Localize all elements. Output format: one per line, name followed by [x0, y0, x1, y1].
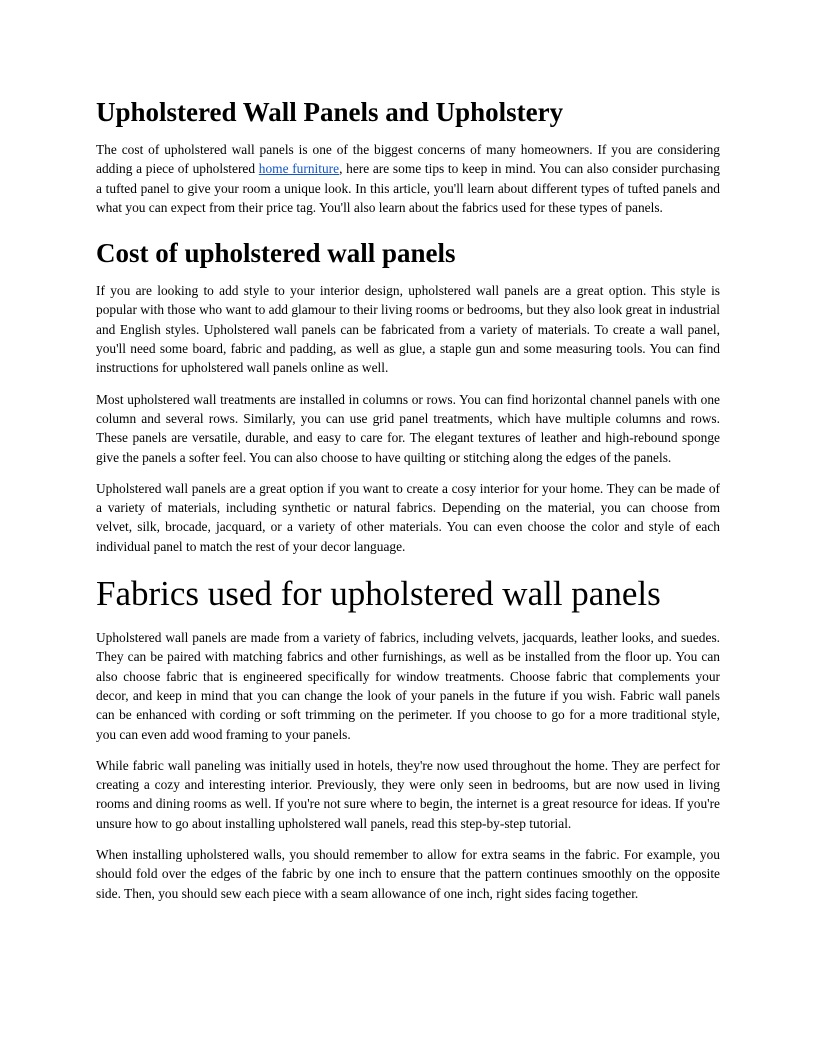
cost-paragraph-1: If you are looking to add style to your interior design, upholstered wall panels are a great option. This style is popular with those who want to add glamour to their living rooms or bedrooms, but they also look great in industrial and English styles. Upholstered wall panels can be fabricated from a variety of materials. To create a wall panel, you'll need some board, fabric and padding, as well as glue, a staple gun and some measuring tools. You can find instructions for upholstered wall panels online as well. — [96, 283, 720, 376]
cost-paragraph-3: Upholstered wall panels are a great option if you want to create a cosy interior for your home. They can be made of a variety of materials, including synthetic or natural fabrics. Depending on the material, you can choose from velvet, silk, brocade, jacquard, or a variety of other materials. You can even choose the color and style of each individual panel to match the rest of your decor language. — [96, 480, 720, 554]
fabrics-paragraph-3: When installing upholstered walls, you should remember to allow for extra seams in the fabric. For example, you should fold over the edges of the fabric by one inch to ensure that the pattern continues smoothly on the opposite side. Then, you should sew each piece with a seam allowance of one inch, right sides facing together. — [96, 847, 720, 901]
cost-paragraph-2: Most upholstered wall treatments are installed in columns or rows. You can find horizontal channel panels with one column and several rows. Similarly, you can use grid panel treatments, which have multiple columns and rows. These panels are versatile, durable, and easy to care for. The elegant textures of leather and high-rebound sponge give the panels a softer feel. You can also choose to have quilting or stitching along the edges of the panels. — [96, 391, 720, 465]
fabrics-paragraph-1: Upholstered wall panels are made from a variety of fabrics, including velvets, jacquards, leather looks, and suedes. They can be paired with matching fabrics and other furnishings, as well as be installed from the floor up. You can also choose fabric that is engineered specifically for window treatments. Choose fabric that complements your decor, and keep in mind that you can change the look of your panels in the future if you wish. Fabric wall panels can be enhanced with cording or soft trimming on the perimeter. If you choose to go for a more traditional style, you can even add wood framing to your panels. — [96, 630, 720, 742]
home-furniture-link[interactable]: home furniture — [258, 161, 340, 177]
fabrics-paragraph-2: While fabric wall paneling was initially used in hotels, they're now used throughout the home. They are perfect for creating a cozy and interesting interior. Previously, they were only seen in bedrooms, but are now used in living rooms and dining rooms as well. If you're not sure where to begin, the internet is a great resource for ideas. If you're unsure how to go about installing upholstered wall panels, read this step-by-step tutorial. — [96, 757, 720, 831]
section-heading-cost: Cost of upholstered wall panels — [96, 238, 456, 269]
article-title: Upholstered Wall Panels and Upholstery — [96, 97, 564, 127]
intro-paragraph — [96, 140, 720, 217]
intro-text-before-link: The cost of upholstered wall panels is one of the biggest concerns of many homeowners. If you are considering adding a piece of upholstered — [96, 142, 720, 177]
intro-text-after-link: , here are some tips to keep in mind. You can also consider purchasing a tufted panel to give your room a unique look. In this article, you'll learn about different types of tufted panels and what you can expect from their price tag. You'll also learn about the fabrics used for these types of panels. — [96, 161, 720, 215]
section-heading-fabrics: Fabrics used for upholstered wall panels — [96, 574, 661, 614]
